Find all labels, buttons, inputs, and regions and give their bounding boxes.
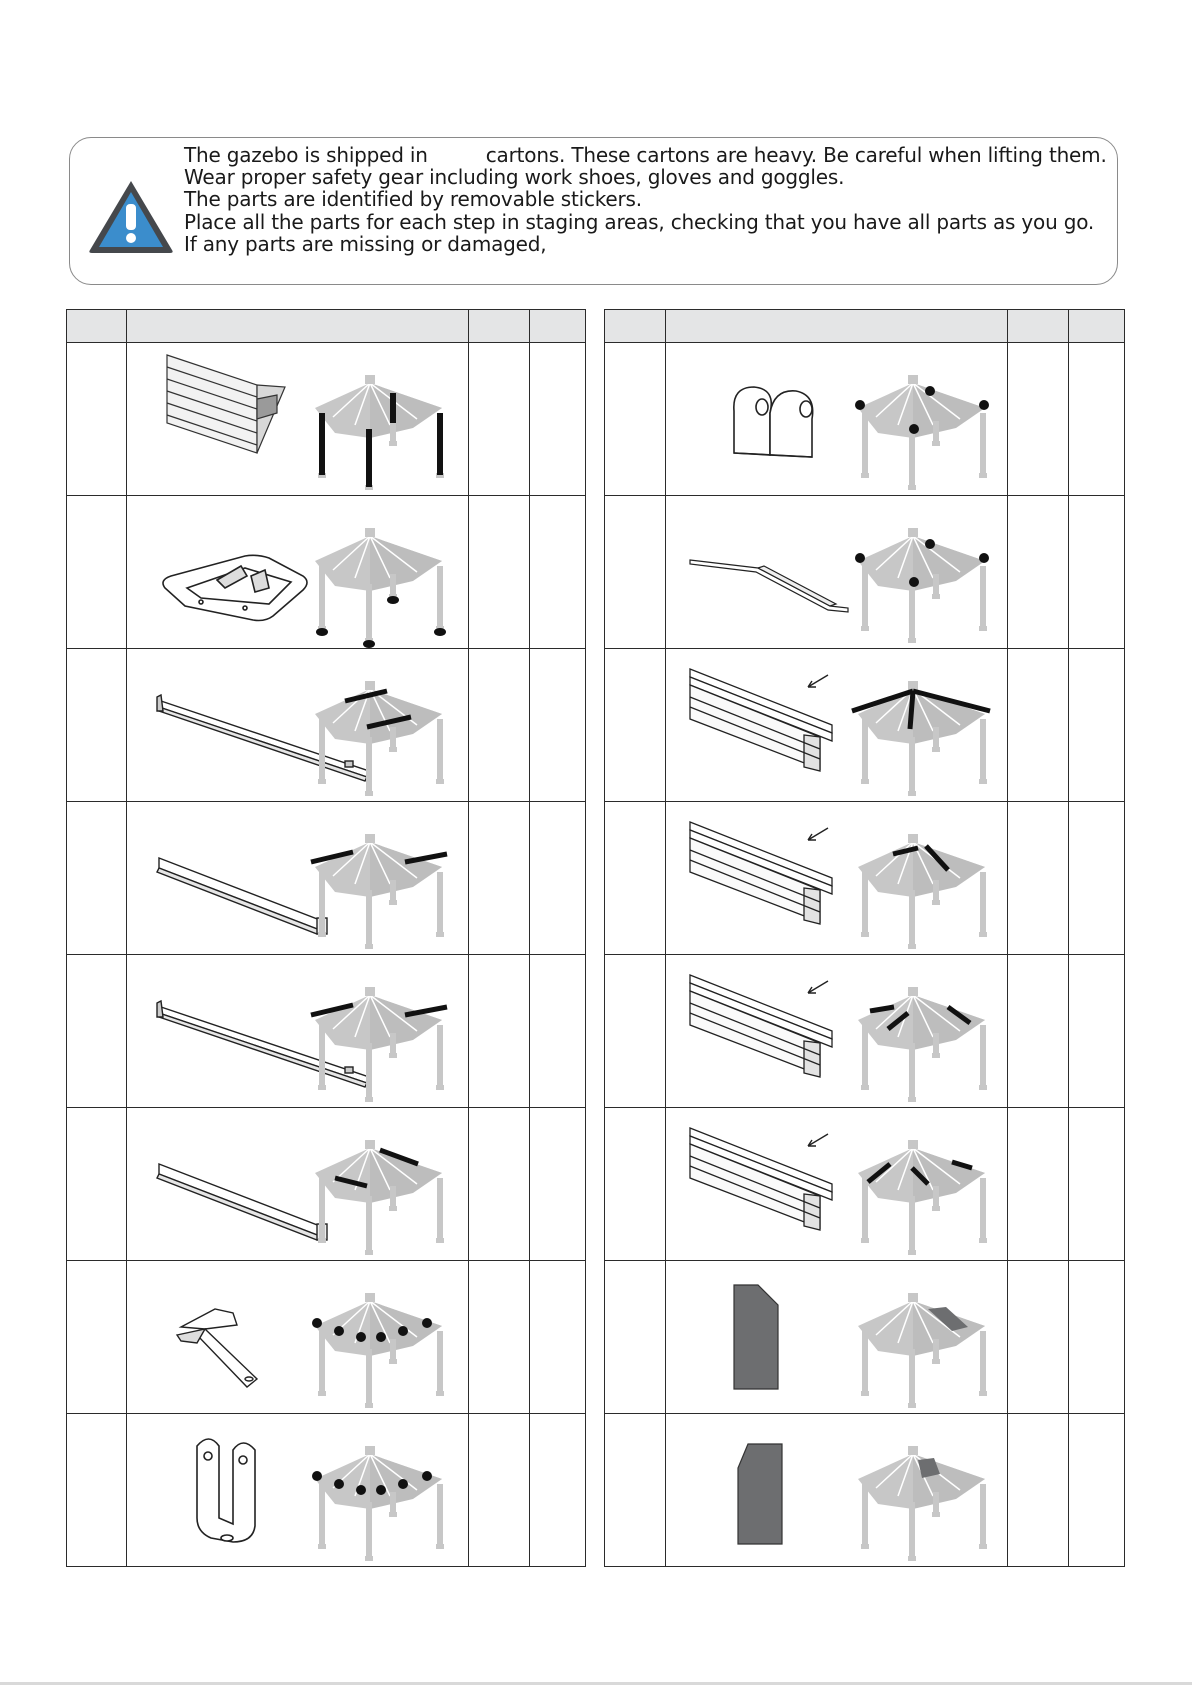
part-id-cell: [67, 1261, 127, 1414]
part-id-cell: [67, 1414, 127, 1567]
part-illustration-clip-bracket: [127, 1261, 469, 1414]
notice-line-3: The parts are identified by removable stickers.: [184, 187, 642, 212]
quantity-cell: [469, 1414, 530, 1567]
part-id-cell: [605, 496, 666, 649]
check-cell[interactable]: [1069, 343, 1125, 496]
check-cell[interactable]: [1069, 649, 1125, 802]
parts-table-right: [604, 309, 1125, 1567]
table-row: [67, 343, 586, 496]
part-id-cell: [605, 802, 666, 955]
quantity-cell: [1008, 649, 1069, 802]
check-cell[interactable]: [530, 802, 586, 955]
quantity-cell: [469, 649, 530, 802]
warning-icon: [86, 176, 176, 256]
table-row: [67, 496, 586, 649]
header-col-qty: [469, 310, 530, 343]
table-header-row: [605, 310, 1125, 343]
notice-line-1: The gazebo is shipped in cartons. These cartons are heavy. Be careful when lifting them.: [184, 143, 1107, 167]
part-illustration-u-bracket: [127, 1414, 469, 1567]
check-cell[interactable]: [530, 1261, 586, 1414]
part-illustration-beam-hooked: [127, 955, 469, 1108]
check-cell[interactable]: [1069, 1108, 1125, 1261]
check-cell[interactable]: [530, 649, 586, 802]
check-cell[interactable]: [1069, 496, 1125, 649]
header-col-image: [666, 310, 1008, 343]
notice-line-4: Place all the parts for each step in staging areas, checking that you have all parts as you go.: [184, 209, 1095, 234]
quantity-cell: [1008, 802, 1069, 955]
header-col-check: [530, 310, 586, 343]
header-col-qty: [1008, 310, 1069, 343]
part-id-cell: [67, 649, 127, 802]
table-row: [67, 1108, 586, 1261]
part-id-cell: [67, 1108, 127, 1261]
check-cell[interactable]: [530, 1414, 586, 1567]
check-cell[interactable]: [530, 1108, 586, 1261]
table-row: [67, 1261, 586, 1414]
part-illustration-rafter-profile: [666, 1108, 1008, 1261]
header-col-no: [605, 310, 666, 343]
part-illustration-beam-hooked: [127, 649, 469, 802]
check-cell[interactable]: [1069, 955, 1125, 1108]
part-id-cell: [605, 343, 666, 496]
part-illustration-rafter-profile: [666, 955, 1008, 1108]
table-row: [605, 1261, 1125, 1414]
table-header-row: [67, 310, 586, 343]
quantity-cell: [1008, 343, 1069, 496]
table-row: [67, 955, 586, 1108]
part-illustration-rafter-profile: [666, 802, 1008, 955]
table-row: [605, 955, 1125, 1108]
quantity-cell: [469, 496, 530, 649]
quantity-cell: [469, 955, 530, 1108]
part-illustration-u-bracket-small: [666, 343, 1008, 496]
part-id-cell: [67, 955, 127, 1108]
part-illustration-rafter-profile: [666, 649, 1008, 802]
quantity-cell: [1008, 955, 1069, 1108]
check-cell[interactable]: [530, 343, 586, 496]
quantity-cell: [469, 1108, 530, 1261]
table-row: [605, 343, 1125, 496]
part-illustration-angle-strip: [666, 496, 1008, 649]
check-cell[interactable]: [530, 496, 586, 649]
part-illustration-base-plate: [127, 496, 469, 649]
part-id-cell: [67, 343, 127, 496]
part-illustration-beam-plain: [127, 802, 469, 955]
header-col-image: [127, 310, 469, 343]
quantity-cell: [469, 343, 530, 496]
table-row: [605, 1414, 1125, 1567]
table-row: [605, 496, 1125, 649]
part-id-cell: [605, 1261, 666, 1414]
quantity-cell: [1008, 1414, 1069, 1567]
quantity-cell: [469, 802, 530, 955]
check-cell[interactable]: [1069, 1414, 1125, 1567]
table-row: [605, 649, 1125, 802]
quantity-cell: [1008, 496, 1069, 649]
quantity-cell: [1008, 1261, 1069, 1414]
check-cell[interactable]: [1069, 1261, 1125, 1414]
part-id-cell: [605, 955, 666, 1108]
notice-text: [184, 144, 1107, 255]
parts-table-left: [66, 309, 586, 1567]
table-row: [67, 649, 586, 802]
part-illustration-beam-plain: [127, 1108, 469, 1261]
part-illustration-post-stack: [127, 343, 469, 496]
safety-notice: [69, 137, 1118, 285]
notice-line-2: Wear proper safety gear including work shoes, gloves and goggles.: [184, 165, 845, 190]
part-id-cell: [605, 1414, 666, 1567]
part-id-cell: [67, 802, 127, 955]
check-cell[interactable]: [530, 955, 586, 1108]
check-cell[interactable]: [1069, 802, 1125, 955]
header-col-check: [1069, 310, 1125, 343]
table-row: [605, 802, 1125, 955]
table-row: [605, 1108, 1125, 1261]
part-id-cell: [605, 1108, 666, 1261]
header-col-no: [67, 310, 127, 343]
table-row: [67, 1414, 586, 1567]
part-illustration-roof-panel-left: [666, 1414, 1008, 1567]
table-row: [67, 802, 586, 955]
part-id-cell: [605, 649, 666, 802]
quantity-cell: [1008, 1108, 1069, 1261]
part-id-cell: [67, 496, 127, 649]
part-illustration-roof-panel-right: [666, 1261, 1008, 1414]
quantity-cell: [469, 1261, 530, 1414]
notice-line-5: If any parts are missing or damaged,: [184, 231, 547, 256]
